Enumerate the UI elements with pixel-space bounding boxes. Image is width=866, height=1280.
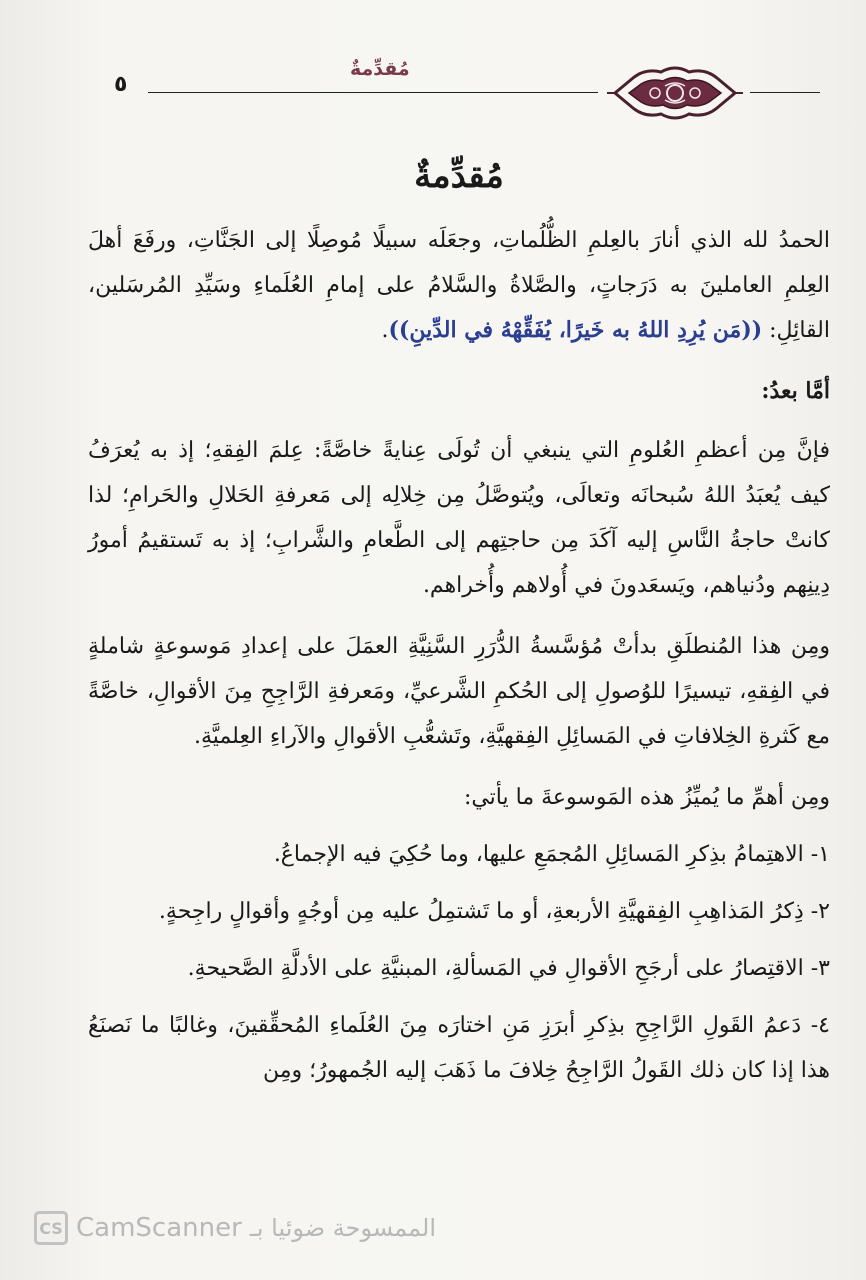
intro-text: الحمدُ لله الذي أنارَ بالعِلمِ الظُّلُماتِ، وجعَلَه سبيلًا مُوصِلًا إلى الجَنَّاتِ، ورفَعَ أهلَ العِلمِ العاملينَ به دَرَجاتٍ، والصَّلاةُ والسَّلامُ على إمامِ العُلَماءِ وسَيِّدِ المُرسَلين، القائِلِ: [88, 228, 830, 343]
header-rule-right [750, 92, 820, 93]
hadith-end: . [381, 318, 389, 343]
list-item: ٤- دَعمُ القَولِ الرَّاجِحِ بذِكرِ أبرَزِ مَنِ اختارَه مِنَ العُلَماءِ المُحقِّقينَ، وغالبًا ما نَصنَعُ هذا إذا كان ذلك القَولُ الرَّاجِحُ خِلافَ ما ذَهَبَ إليه الجُمهورُ؛ ومِن [88, 1013, 830, 1083]
list-item: ٢- ذِكرُ المَذاهِبِ الفِقهيَّةِ الأربعةِ، أو ما تَشتمِلُ عليه مِن أوجُهٍ وأقوالٍ راجِحةٍ. [158, 899, 830, 924]
section-title: مُقدِّمةٌ [414, 156, 504, 196]
header-rule-left [148, 92, 598, 93]
paragraph-features-intro: ومِن أهمِّ ما يُميِّزُ هذه المَوسوعةَ ما يأتي: [463, 785, 830, 810]
watermark-arabic-text: الممسوحة ضوئيا بـ [249, 1214, 437, 1242]
paragraph-fiqh-importance: فإنَّ مِن أعظمِ العُلومِ التي ينبغي أن تُولَى عِنايةً خاصَّةً: عِلمَ الفِقهِ؛ إذ به يُعرَفُ كيف يُعبَدُ اللهُ سُبحانَه وتعالَى، ويُتوصَّلُ مِن خِلالِه إلى مَعرفةِ الحَلالِ والحَرامِ؛ لذا كانتْ حاجةُ النَّاسِ إليه آكَدَ مِن حاجتِهم إلى الطَّعامِ والشَّرابِ؛ إذ به تَستقيمُ أمورُ دِينِهم ودُنياهم، ويَسعَدونَ في أُولاهم وأُخراهم. [88, 438, 830, 598]
watermark-brand: CamScanner [76, 1213, 242, 1243]
amma-bad-heading: أمَّا بعدُ: [761, 378, 830, 404]
page-header [100, 58, 820, 128]
list-item: ٣- الاقتِصارُ على أرجَحِ الأقوالِ في المَسألةِ، المبنيَّةِ على الأدلَّةِ الصَّحيحةِ. [187, 956, 830, 981]
camscanner-logo-icon: CS [34, 1211, 68, 1245]
intro-paragraph [88, 218, 830, 353]
list-item: ١- الاهتِمامُ بذِكرِ المَسائِلِ المُجمَعِ عليها، وما حُكِيَ فيه الإجماعُ. [273, 842, 830, 867]
page-number: ٥ [114, 72, 128, 97]
arabesque-ornament-icon [605, 64, 745, 122]
page-body [88, 150, 830, 1105]
running-title: مُقدِّمةٌ [350, 58, 410, 80]
paragraph-encyclopedia: ومِن هذا المُنطلَقِ بدأتْ مُؤسَّسةُ الدُّرَرِ السَّنِيَّةِ العمَلَ على إعدادِ مَوسوعةٍ شاملةٍ في الفِقهِ، تيسيرًا للوُصولِ إلى الحُكمِ الشَّرعيِّ، ومَعرفةِ الرَّاجِحِ مِنَ الأقوالِ، خاصَّةً مع كَثرةِ الخِلافاتِ في المَسائِلِ الفِقهيَّةِ، وتَشعُّبِ الأقوالِ والآراءِ العِلميَّةِ. [88, 634, 830, 749]
hadith-quote: ((مَن يُرِدِ اللهُ به خَيرًا، يُفَقِّهْهُ في الدِّينِ)) [388, 317, 763, 343]
camscanner-watermark [34, 1206, 554, 1250]
